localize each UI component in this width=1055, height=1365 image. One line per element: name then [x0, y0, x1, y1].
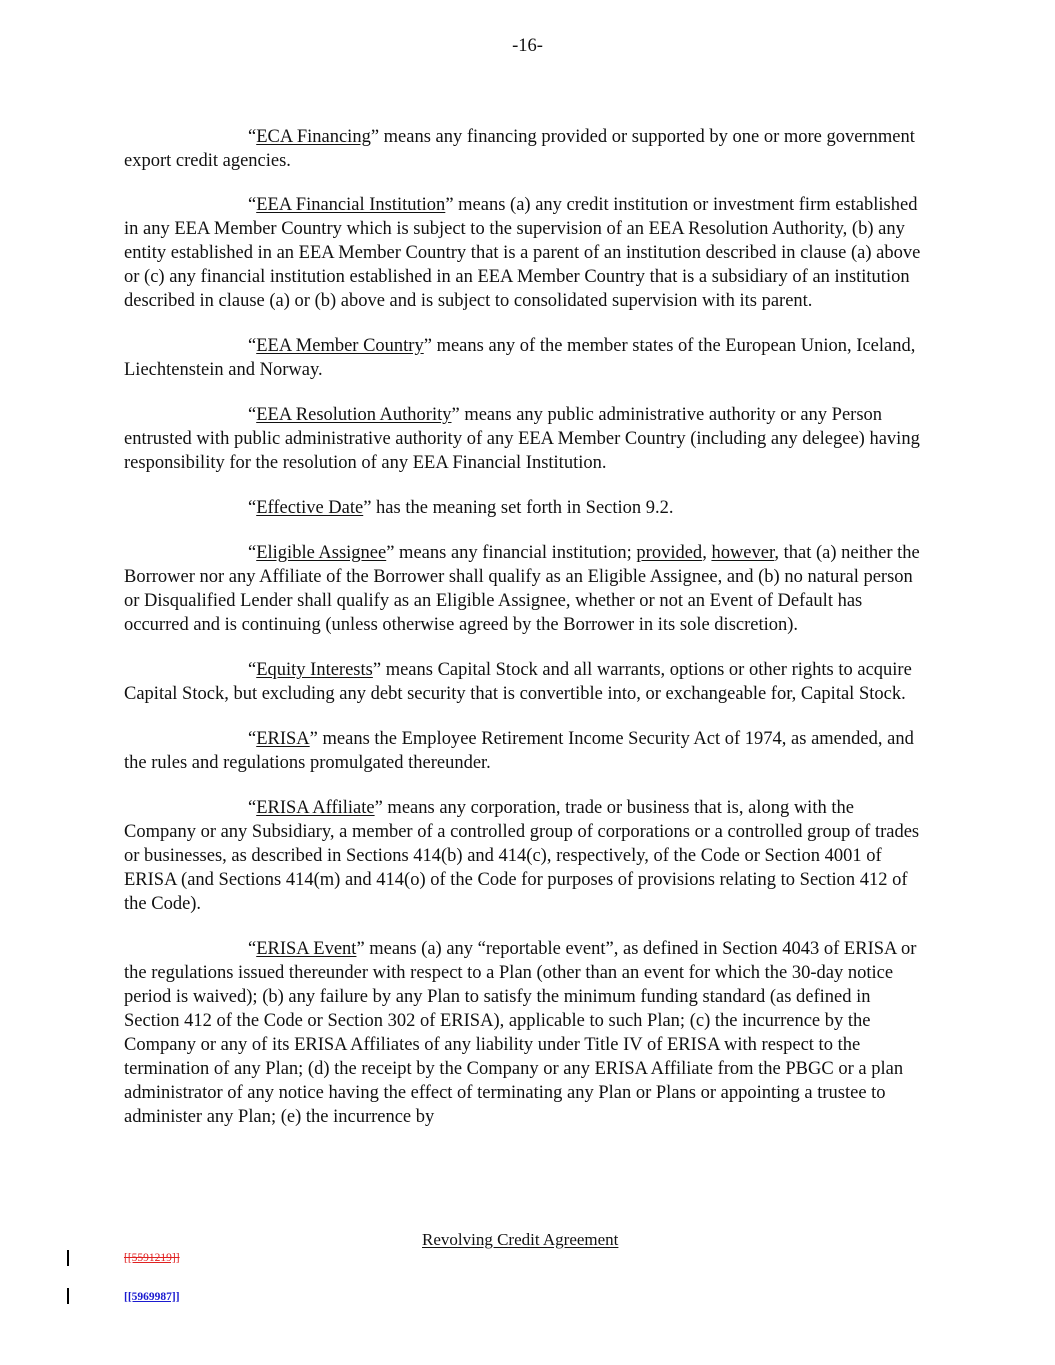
change-bar-marker: [67, 1288, 69, 1304]
definition-text: ” means (a) any credit institution or investment firm established in any EEA Member Country which is subject to the supervision of an EEA Resolution Authority, (b) any entity established in an EEA Member Country that is a parent of an institution described in clause (a) above or (c) any financial institution established in an EEA Member Country that is a subsidiary of an institution described in clause (a) or (b) above and is subject to consolidated supervision with its parent.: [124, 195, 921, 311]
page-number: -16-: [512, 36, 543, 56]
definition-erisa: [124, 727, 926, 775]
emphasized-term: provided: [636, 543, 703, 563]
defined-term: EEA Member Country: [256, 336, 424, 356]
definition-effective-date: [124, 496, 926, 520]
definition-text: ” means any public administrative authority or any Person entrusted with public administrative authority of any EEA Member Country (including any delegee) having responsibility for the resolution of any EEA Financial Institution.: [124, 405, 920, 473]
definition-text: ” means any corporation, trade or business that is, along with the Company or any Subsidiary, a member of a controlled group of corporations or a controlled group of trades or businesses, as described in Sections 414(b) and 414(c), respectively, of the Code or Section 4001 of ERISA (and Sections 414(m) and 414(o) of the Code for purposes of provisions relating to Section 412 of the Code).: [124, 798, 920, 914]
definition-erisa-affiliate: [124, 796, 926, 916]
definition-text: “: [248, 127, 257, 147]
definition-eca-financing: [124, 125, 926, 173]
defined-term: Effective Date: [256, 498, 364, 518]
definition-text: “: [248, 798, 257, 818]
definition-text: ” means any financing provided or supported by one or more government export credit agencies.: [124, 127, 915, 171]
definition-text: “: [248, 498, 257, 518]
footer-document-title: Revolving Credit Agreement: [422, 1230, 619, 1249]
definition-text: , that (a) neither the Borrower nor any Affiliate of the Borrower shall qualify as an Eligible Assignee, and (b) no natural person or Disqualified Lender shall qualify as an Eligible Assignee, whether or not an Event of Default has occurred and is continuing (unless otherwise agreed by the Borrower in its sole discretion).: [124, 543, 920, 635]
definition-erisa-event: [124, 937, 926, 1129]
definition-text: ” has the meaning set forth in Section 9.2.: [363, 498, 674, 518]
definition-text: ” means Capital Stock and all warrants, options or other rights to acquire Capital Stock, but excluding any debt security that is convertible into, or exchangeable for, Capital Stock.: [124, 660, 912, 704]
definition-eligible-assignee: [124, 541, 926, 637]
defined-term: ERISA Affiliate: [256, 798, 375, 818]
defined-term: EEA Financial Institution: [256, 195, 446, 215]
definition-text: “: [248, 336, 257, 356]
definition-text: ,: [702, 543, 712, 563]
definition-text: “: [248, 543, 257, 563]
change-bar-marker: [67, 1250, 69, 1266]
definition-text: ” means (a) any “reportable event”, as defined in Section 4043 of ERISA or the regulations issued thereunder with respect to a Plan (other than an event for which the 30-day notice period is waived); (b) any failure by any Plan to satisfy the minimum funding standard (as defined in Section 412 of the Code or Section 302 of ERISA), applicable to such Plan; (c) the incurrence by the Company or any of its ERISA Affiliates of any liability under Title IV of ERISA with respect to the termination of any Plan; (d) the receipt by the Company or any ERISA Affiliate from the PBGC or a plan administrator of any notice having the effect of terminating any Plan or Plans or appointing a trustee to administer any Plan; (e) the incurrence by: [124, 939, 917, 1127]
definition-eea-resolution-authority: [124, 403, 926, 475]
definition-text: “: [248, 405, 257, 425]
inserted-document-id: [[5969987]]: [124, 1291, 180, 1303]
definition-text: ” means any financial institution;: [386, 543, 637, 563]
defined-term: ECA Financing: [256, 127, 371, 147]
defined-term: ERISA Event: [256, 939, 357, 959]
defined-term: Equity Interests: [256, 660, 373, 680]
definition-eea-financial-institution: [124, 193, 926, 313]
definition-eea-member-country: [124, 334, 926, 382]
definition-text: “: [248, 939, 257, 959]
defined-term: ERISA: [256, 729, 310, 749]
definition-equity-interests: [124, 658, 926, 706]
document-body: [124, 125, 926, 1150]
definition-text: “: [248, 195, 257, 215]
definition-text: ” means the Employee Retirement Income Security Act of 1974, as amended, and the rules and regulations promulgated thereunder.: [124, 729, 914, 773]
definition-text: “: [248, 729, 257, 749]
defined-term: EEA Resolution Authority: [256, 405, 452, 425]
definition-text: “: [248, 660, 257, 680]
defined-term: Eligible Assignee: [256, 543, 387, 563]
deleted-document-id: [[5591219]]: [124, 1252, 180, 1264]
definition-text: ” means any of the member states of the European Union, Iceland, Liechtenstein and Norway.: [124, 336, 916, 380]
emphasized-term: however: [711, 543, 775, 563]
